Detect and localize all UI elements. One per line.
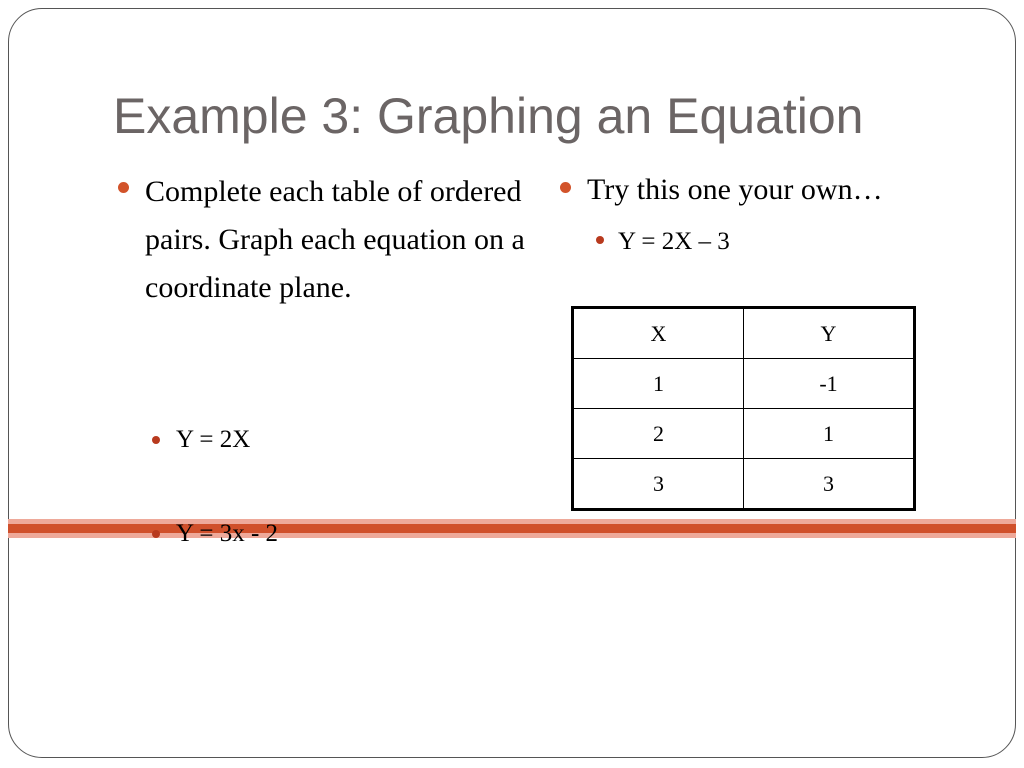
table-header-y: Y [744,308,915,359]
instruction-text: Complete each table of ordered pairs. Graph each equation on a coordinate plane. [145,175,525,304]
practice-equation: Y = 2X – 3 [618,228,730,255]
table-row [573,459,915,510]
slide-title: Example 3: Graphing an Equation [113,88,864,144]
practice-prompt: Try this one your own… [587,173,883,206]
bullet-dot [152,530,160,538]
table-cell-y: 3 [744,459,915,510]
bullet-dot [596,236,604,244]
equation-2: Y = 3x - 2 [176,520,279,547]
table-cell-x: 1 [573,359,744,409]
bullet-dot [560,182,571,193]
table-cell-y: -1 [744,359,915,409]
table-header-row [573,308,915,359]
table-row [573,359,915,409]
table-cell-x: 3 [573,459,744,510]
table-header-x: X [573,308,744,359]
table-cell-y: 1 [744,409,915,459]
bullet-dot [152,436,160,444]
table-row [573,409,915,459]
bullet-dot [118,182,129,193]
ordered-pairs-table [571,306,916,511]
table-cell-x: 2 [573,409,744,459]
equation-1: Y = 2X [176,426,251,453]
